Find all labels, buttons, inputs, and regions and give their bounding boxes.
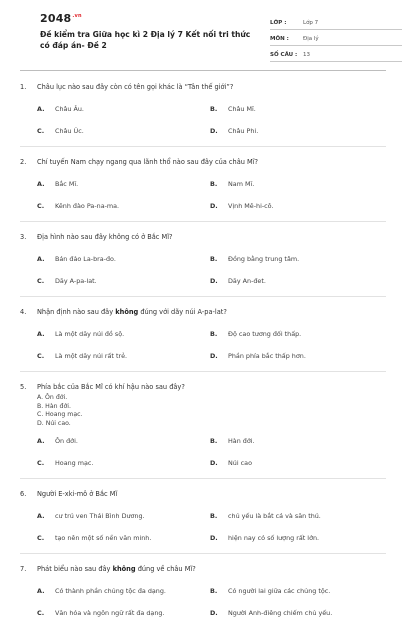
meta-label: SỐ CÂU : — [270, 52, 298, 58]
question-3 — [20, 226, 386, 297]
answer-option[interactable] — [37, 527, 210, 549]
question-stem — [20, 483, 386, 505]
emphasis-word: không — [115, 308, 139, 316]
question-1 — [20, 76, 386, 147]
answer-option[interactable] — [210, 98, 383, 120]
answer-option[interactable] — [37, 120, 210, 142]
question-stem — [20, 558, 386, 580]
answer-option[interactable] — [37, 580, 210, 602]
option-letter: C. — [37, 202, 45, 210]
option-text: Hoang mạc. — [55, 459, 94, 468]
question-list — [20, 76, 386, 624]
option-text: Châu Phi. — [228, 127, 259, 135]
option-letter: B. — [210, 512, 218, 521]
option-text: Là một dãy núi rất trẻ. — [55, 352, 128, 360]
option-text: Vịnh Mê-hi-cô. — [228, 202, 274, 210]
option-text: chủ yếu là bắt cá và săn thú. — [228, 512, 321, 521]
answer-options — [20, 173, 386, 217]
meta-row — [270, 14, 402, 30]
meta-label: MÔN : — [270, 36, 289, 42]
question-divider — [20, 371, 386, 372]
meta-row — [270, 30, 402, 46]
answer-option[interactable] — [210, 505, 383, 527]
option-text: Kênh đào Pa-na-ma. — [55, 202, 120, 210]
meta-row — [270, 46, 402, 62]
question-text: Địa hình nào sau đây không có ở Bắc Mĩ? — [37, 233, 173, 241]
option-text: Châu Âu. — [55, 105, 84, 113]
option-letter: B. — [210, 105, 218, 113]
meta-value: Địa lý — [303, 36, 319, 42]
option-text: Độ cao tương đối thấp. — [228, 330, 302, 338]
answer-option[interactable] — [37, 270, 210, 292]
answer-option[interactable] — [37, 98, 210, 120]
header-divider — [20, 70, 386, 71]
option-text: Người Anh-điêng chiếm chủ yếu. — [228, 609, 333, 618]
option-letter: A. — [37, 105, 45, 113]
option-text: Dãy A-pa-lat. — [55, 277, 97, 285]
option-letter: C. — [37, 609, 45, 618]
option-letter: C. — [37, 352, 45, 360]
question-number: 7. — [20, 565, 27, 574]
option-letter: D. — [210, 202, 218, 210]
answer-option[interactable] — [210, 580, 383, 602]
meta-value: 13 — [303, 52, 310, 58]
question-stem — [20, 151, 386, 173]
question-divider — [20, 553, 386, 554]
answer-option[interactable] — [37, 452, 210, 474]
question-number: 5. — [20, 383, 27, 391]
answer-option[interactable] — [37, 505, 210, 527]
option-letter: B. — [210, 180, 218, 188]
option-letter: D. — [210, 127, 218, 135]
option-text: Phần phía bắc thấp hơn. — [228, 352, 306, 360]
question-stem — [20, 301, 386, 323]
sublist-item: D. Núi cao. — [37, 419, 71, 427]
answer-options — [20, 98, 386, 142]
question-divider — [20, 146, 386, 147]
answer-option[interactable] — [37, 323, 210, 345]
question-5 — [20, 376, 386, 479]
option-letter: C. — [37, 127, 45, 135]
question-text: Châu lục nào sau đây còn có tên gọi khác là “Tân thế giới”? — [37, 83, 234, 91]
question-sublist — [20, 394, 386, 428]
question-number: 1. — [20, 83, 27, 91]
question-number: 4. — [20, 308, 27, 316]
answer-option[interactable] — [37, 430, 210, 452]
answer-option[interactable] — [37, 248, 210, 270]
option-text: Có thành phần chủng tộc đa dạng. — [55, 587, 166, 596]
option-text: Văn hóa và ngôn ngữ rất đa dạng. — [55, 609, 165, 618]
answer-option[interactable] — [210, 173, 383, 195]
option-text: Hàn đới. — [228, 437, 255, 446]
question-divider — [20, 478, 386, 479]
option-letter: B. — [210, 587, 218, 596]
answer-option[interactable] — [210, 452, 383, 474]
question-number: 3. — [20, 233, 27, 241]
answer-option[interactable] — [210, 345, 383, 367]
answer-option[interactable] — [210, 430, 383, 452]
option-text: Châu Mĩ. — [228, 105, 256, 113]
option-letter: D. — [210, 609, 218, 618]
option-letter: D. — [210, 459, 218, 468]
option-text: Có người lai giữa các chủng tộc. — [228, 587, 331, 596]
option-text: Là một dãy núi đồ sộ. — [55, 330, 125, 338]
option-text: Bắc Mĩ. — [55, 180, 79, 188]
question-text: Phát biểu nào sau đây không đúng về châu Mĩ? — [37, 565, 196, 574]
option-letter: D. — [210, 534, 218, 543]
question-4 — [20, 301, 386, 372]
question-7 — [20, 558, 386, 624]
question-text: Người E-xki-mô ở Bắc Mĩ — [37, 490, 118, 499]
question-text: Nhận định nào sau đây không đúng với dãy núi A-pa-lat? — [37, 308, 227, 316]
option-letter: C. — [37, 459, 45, 468]
answer-option[interactable] — [37, 173, 210, 195]
option-text: Ôn đới. — [55, 437, 78, 446]
question-2 — [20, 151, 386, 222]
option-letter: D. — [210, 277, 218, 285]
option-text: tạo nên một số nền văn minh. — [55, 534, 152, 543]
answer-option[interactable] — [37, 195, 210, 217]
option-letter: A. — [37, 255, 45, 263]
option-text: Bán đảo La-bra-đo. — [55, 255, 116, 263]
question-stem — [20, 76, 386, 98]
option-letter: A. — [37, 587, 45, 596]
answer-option[interactable] — [210, 270, 383, 292]
sublist-item: A. Ôn đới. — [37, 394, 68, 401]
option-text: cư trú ven Thái Bình Dương. — [55, 512, 145, 521]
question-divider — [20, 221, 386, 222]
option-letter: B. — [210, 255, 218, 263]
option-text: Núi cao — [228, 459, 252, 468]
option-letter: D. — [210, 352, 218, 360]
question-text: Chí tuyến Nam chạy ngang qua lãnh thổ nào sau đây của châu Mĩ? — [37, 158, 259, 166]
option-text: Nam Mĩ. — [228, 180, 255, 188]
answer-option[interactable] — [37, 602, 210, 624]
answer-option[interactable] — [210, 248, 383, 270]
question-divider — [20, 296, 386, 297]
answer-option[interactable] — [210, 527, 383, 549]
sublist-item: C. Hoang mạc. — [37, 411, 83, 419]
answer-options — [20, 580, 386, 624]
document-title: Đề kiểm tra Giữa học kì 2 Địa lý 7 Kết nối tri thức có đáp án- Đề 2 — [40, 30, 251, 50]
option-letter: A. — [37, 330, 45, 338]
answer-options — [20, 248, 386, 292]
answer-option[interactable] — [37, 345, 210, 367]
emphasis-word: không — [112, 565, 136, 574]
option-letter: C. — [37, 277, 45, 285]
option-letter: B. — [210, 330, 218, 338]
answer-options — [20, 430, 386, 474]
question-number: 6. — [20, 490, 27, 499]
site-logo[interactable]: $2048^{.vn}$ — [40, 12, 82, 25]
answer-option[interactable] — [210, 195, 383, 217]
option-letter: B. — [210, 437, 218, 446]
answer-options — [20, 505, 386, 549]
meta-value: Lớp 7 — [303, 20, 319, 26]
option-letter: A. — [37, 512, 45, 521]
answer-option[interactable] — [210, 120, 383, 142]
option-text: Châu Úc. — [55, 127, 84, 135]
meta-label: LỚP : — [270, 20, 287, 26]
sublist-item: B. Hàn đới. — [37, 402, 71, 410]
question-6 — [20, 483, 386, 554]
document-header — [20, 0, 386, 66]
question-text: Phía bắc của Bắc Mĩ có khí hậu nào sau đây? — [37, 383, 185, 391]
answer-option[interactable] — [210, 323, 383, 345]
answer-option[interactable] — [210, 602, 383, 624]
option-letter: A. — [37, 180, 45, 188]
option-letter: C. — [37, 534, 45, 543]
question-stem — [20, 226, 386, 248]
option-text: Đồng bằng trung tâm. — [228, 255, 300, 263]
option-text: hiện nay có số lượng rất lớn. — [228, 534, 320, 543]
option-letter: A. — [37, 437, 45, 446]
document-meta — [270, 14, 402, 62]
option-text: Dãy An-đet. — [228, 277, 266, 285]
question-number: 2. — [20, 158, 27, 166]
answer-options — [20, 323, 386, 367]
